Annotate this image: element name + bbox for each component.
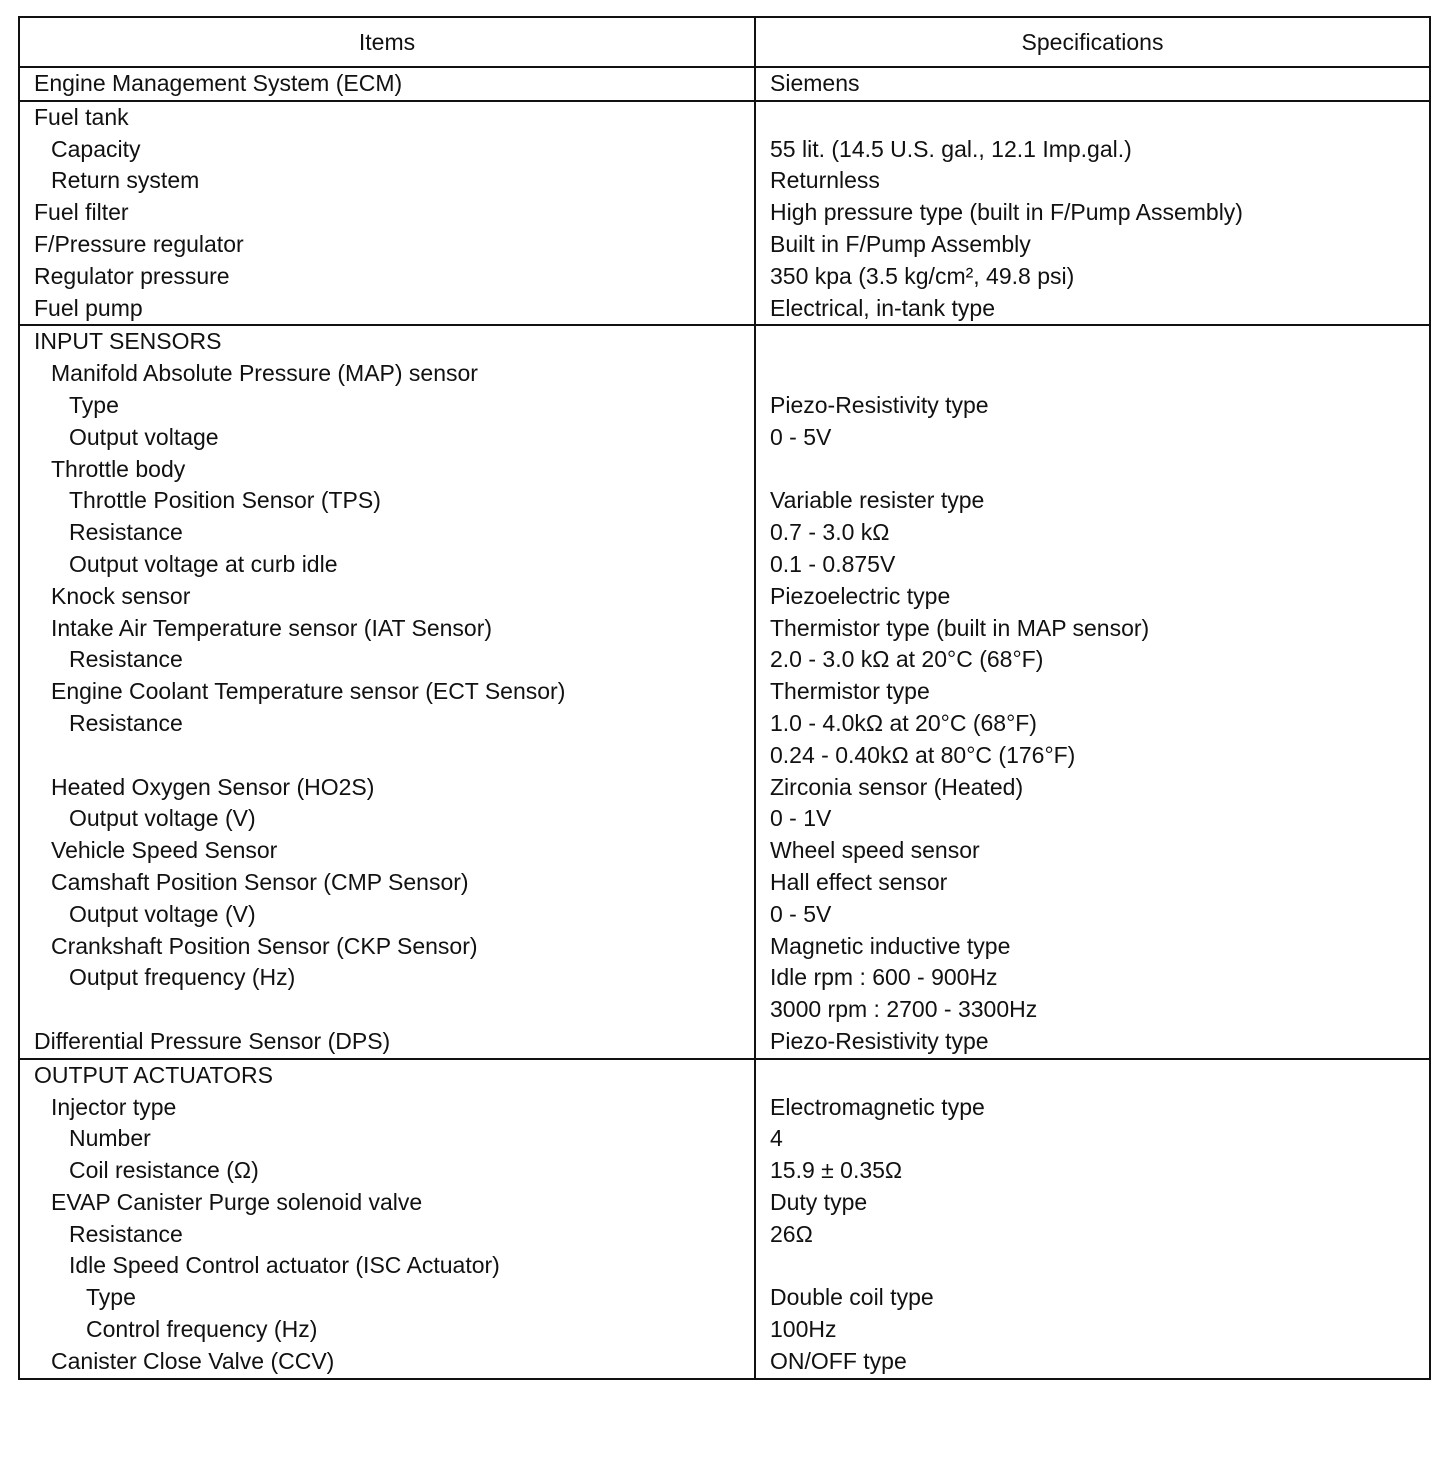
item-label: Manifold Absolute Pressure (MAP) sensor — [51, 360, 478, 387]
item-label: Camshaft Position Sensor (CMP Sensor) — [51, 868, 469, 895]
specification-value: 55 lit. (14.5 U.S. gal., 12.1 Imp.gal.) — [770, 135, 1132, 162]
specification-value: 26Ω — [770, 1220, 813, 1247]
item-label — [34, 994, 740, 1026]
specifications-cell — [755, 1059, 1430, 1379]
specification-value — [770, 1250, 1415, 1282]
item-label: Type — [69, 391, 119, 418]
item-label: Fuel filter — [34, 199, 129, 226]
item-label: Coil resistance (Ω) — [69, 1157, 259, 1184]
specification-value: High pressure type (built in F/Pump Assembly) — [770, 199, 1243, 226]
specifications-cell — [755, 67, 1430, 101]
specification-value: Thermistor type — [770, 678, 930, 705]
item-label: Throttle body — [51, 455, 186, 482]
item-label: Throttle Position Sensor (TPS) — [69, 487, 381, 514]
item-label: Capacity — [51, 135, 141, 162]
specification-value: 3000 rpm : 2700 - 3300Hz — [770, 996, 1038, 1023]
specification-value: Piezo-Resistivity type — [770, 391, 989, 418]
table-body — [19, 67, 1430, 1379]
specification-value — [770, 358, 1415, 390]
specification-value: Piezoelectric type — [770, 582, 951, 609]
specification-value: Siemens — [770, 70, 860, 96]
item-label: Injector type — [51, 1093, 177, 1120]
specification-value — [770, 454, 1415, 486]
item-label: Resistance — [69, 1220, 183, 1247]
item-label: Output frequency (Hz) — [69, 964, 296, 991]
specification-value: Built in F/Pump Assembly — [770, 230, 1031, 257]
item-label: Engine Coolant Temperature sensor (ECT Sensor) — [51, 678, 566, 705]
specification-value: ON/OFF type — [770, 1347, 907, 1374]
item-label: Type — [86, 1284, 136, 1311]
item-label: Heated Oxygen Sensor (HO2S) — [51, 773, 375, 800]
specification-value: Zirconia sensor (Heated) — [770, 773, 1024, 800]
specification-value: Duty type — [770, 1188, 868, 1215]
table-row — [19, 67, 1430, 101]
item-label: Output voltage at curb idle — [69, 550, 338, 577]
specification-value: Wheel speed sensor — [770, 837, 980, 864]
specifications-cell — [755, 101, 1430, 326]
item-label: Output voltage — [69, 423, 219, 450]
specification-value: Hall effect sensor — [770, 868, 948, 895]
specification-value: 100Hz — [770, 1316, 837, 1343]
specification-value: Electrical, in-tank type — [770, 294, 995, 321]
specification-value: Idle rpm : 600 - 900Hz — [770, 964, 998, 991]
item-label: OUTPUT ACTUATORS — [34, 1061, 273, 1088]
item-label: Crankshaft Position Sensor (CKP Sensor) — [51, 932, 478, 959]
specification-value: 4 — [770, 1125, 783, 1152]
specification-value — [770, 326, 1415, 358]
item-label: Resistance — [69, 646, 183, 673]
items-cell — [19, 67, 755, 101]
item-label: Number — [69, 1125, 151, 1152]
specification-value — [770, 1060, 1415, 1092]
item-label: Resistance — [69, 519, 183, 546]
specification-value: Double coil type — [770, 1284, 934, 1311]
item-label: Vehicle Speed Sensor — [51, 837, 278, 864]
item-label: Return system — [51, 167, 200, 194]
specification-value: 2.0 - 3.0 kΩ at 20°C (68°F) — [770, 646, 1044, 673]
specification-value: 0 - 1V — [770, 805, 832, 832]
specification-value: 0.24 - 0.40kΩ at 80°C (176°F) — [770, 741, 1076, 768]
item-label: Fuel pump — [34, 294, 143, 321]
item-label: Fuel tank — [34, 103, 129, 130]
specification-value — [770, 102, 1415, 134]
specification-value: 0.7 - 3.0 kΩ — [770, 519, 890, 546]
item-label — [34, 740, 740, 772]
table-row — [19, 1059, 1430, 1379]
specification-value: Piezo-Resistivity type — [770, 1027, 989, 1054]
specification-value: 15.9 ± 0.35Ω — [770, 1157, 903, 1184]
item-label: Output voltage (V) — [69, 805, 256, 832]
specification-value: Variable resister type — [770, 487, 985, 514]
item-label: Resistance — [69, 709, 183, 736]
item-label: Output voltage (V) — [69, 900, 256, 927]
specifications-column-header: Specifications — [755, 17, 1430, 67]
items-cell — [19, 1059, 755, 1379]
specification-value: 0.1 - 0.875V — [770, 550, 896, 577]
specification-value: 0 - 5V — [770, 900, 832, 927]
specification-value: Magnetic inductive type — [770, 932, 1011, 959]
item-label: Control frequency (Hz) — [86, 1316, 318, 1343]
items-cell — [19, 101, 755, 326]
item-label: Regulator pressure — [34, 262, 230, 289]
table-header-row — [19, 17, 1430, 67]
item-label: F/Pressure regulator — [34, 230, 244, 257]
table-row — [19, 101, 1430, 326]
item-label: Engine Management System (ECM) — [34, 70, 403, 96]
item-label: Idle Speed Control actuator (ISC Actuator) — [69, 1252, 500, 1279]
item-label: Canister Close Valve (CCV) — [51, 1347, 335, 1374]
specification-value: 1.0 - 4.0kΩ at 20°C (68°F) — [770, 709, 1037, 736]
specification-value: Thermistor type (built in MAP sensor) — [770, 614, 1150, 641]
specification-value: 350 kpa (3.5 kg/cm², 49.8 psi) — [770, 262, 1075, 289]
specification-value: Electromagnetic type — [770, 1093, 985, 1120]
table-row — [19, 325, 1430, 1058]
items-column-header: Items — [19, 17, 755, 67]
item-label: Differential Pressure Sensor (DPS) — [34, 1027, 391, 1054]
item-label: EVAP Canister Purge solenoid valve — [51, 1188, 423, 1215]
item-label: Knock sensor — [51, 582, 191, 609]
specifications-cell — [755, 325, 1430, 1058]
specification-value: 0 - 5V — [770, 423, 832, 450]
specifications-table — [18, 16, 1431, 1380]
items-cell — [19, 325, 755, 1058]
item-label: Intake Air Temperature sensor (IAT Sensor) — [51, 614, 493, 641]
item-label: INPUT SENSORS — [34, 328, 222, 355]
specification-value: Returnless — [770, 167, 880, 194]
